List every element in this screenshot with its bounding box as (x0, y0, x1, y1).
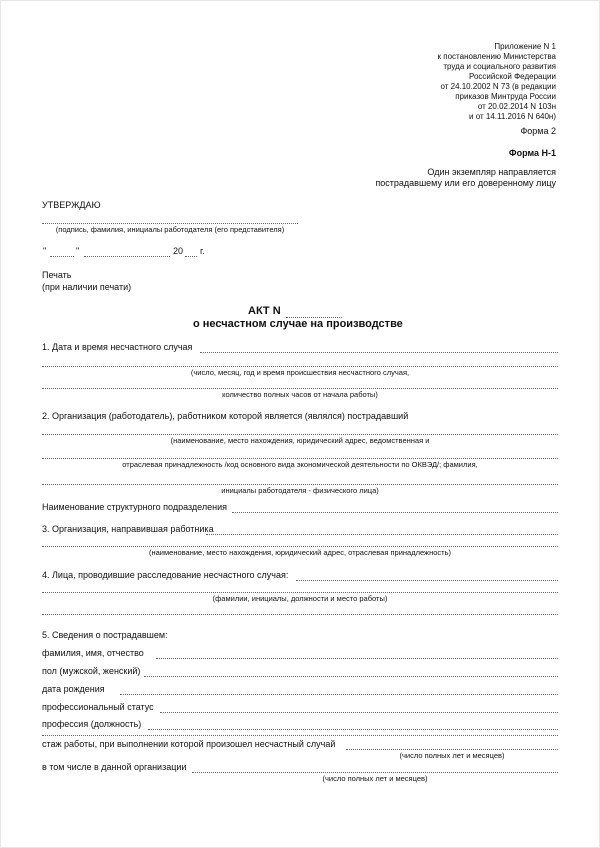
victim-experience-line[interactable] (346, 749, 558, 750)
victim-profession-label: профессия (должность) (42, 719, 142, 729)
appendix-line: труда и социального развития (443, 62, 556, 71)
section-3-line-a[interactable] (206, 534, 558, 535)
section-3-line-b[interactable] (42, 546, 558, 547)
approve-sign-line[interactable] (42, 223, 298, 224)
victim-experience-label: стаж работы, при выполнении которой произошел несчастный случай (42, 739, 336, 749)
section-1-line-b[interactable] (42, 366, 558, 367)
date-year-line[interactable] (185, 256, 197, 257)
date-quote-open: " (43, 246, 47, 256)
section-2-label: 2. Организация (работодатель), работником которой является (являлся) пострадавший (42, 411, 409, 421)
copy-note-line: пострадавшему или его доверенному лицу (375, 178, 556, 188)
section-4-label: 4. Лица, проводившие расследование несчастного случая: (42, 570, 289, 580)
victim-profession-line-b[interactable] (42, 735, 558, 736)
section-1-line-c[interactable] (42, 388, 558, 389)
appendix-line: к постановлению Министерства (437, 52, 556, 61)
date-day-line[interactable] (50, 256, 74, 257)
section-1-line-a[interactable] (200, 352, 558, 353)
victim-birth-label: дата рождения (42, 684, 105, 694)
section-1-hint-2: количество полных часов от начала работы) (222, 390, 378, 399)
section-1-label: 1. Дата и время несчастного случая (42, 342, 193, 352)
section-2-line-c[interactable] (42, 484, 558, 485)
appendix-line: Приложение N 1 (494, 42, 556, 51)
section-4-hint-1: (фамилии, инициалы, должности и место работы) (212, 594, 388, 603)
act-title: АКТ N (248, 305, 281, 317)
date-year-prefix: 20 (173, 246, 184, 256)
date-month-line[interactable] (84, 256, 170, 257)
section-2-hint-2: отраслевая принадлежность /код основного вида экономической деятельности по ОКВЭД/; фамилия, (122, 460, 478, 469)
date-quote-close: " (76, 246, 80, 256)
act-subtitle: о несчастном случае на производстве (193, 318, 403, 330)
section-5-label: 5. Сведения о пострадавшем: (42, 630, 168, 640)
victim-name-line[interactable] (156, 658, 558, 659)
stamp-label: Печать (42, 270, 72, 280)
section-2-line-a[interactable] (42, 434, 558, 435)
section-4-line-b[interactable] (42, 592, 558, 593)
appendix-line: и от 14.11.2016 N 640н) (469, 112, 556, 121)
approve-title: УТВЕРЖДАЮ (42, 200, 101, 210)
copy-note (375, 167, 556, 189)
victim-sex-line[interactable] (144, 676, 558, 677)
section-3-label: 3. Организация, направившая работника (42, 524, 214, 534)
stamp-hint: (при наличии печати) (42, 282, 132, 292)
section-4-line-a[interactable] (296, 580, 558, 581)
victim-birth-line[interactable] (120, 694, 558, 695)
section-3-hint-1: (наименование, место нахождения, юридический адрес, отраслевая принадлежность) (149, 548, 451, 557)
appendix-block (438, 42, 556, 122)
victim-sex-label: пол (мужской, женский) (42, 666, 141, 676)
appendix-line: от 24.10.2002 N 73 (в редакции (440, 82, 556, 91)
victim-status-line[interactable] (160, 712, 558, 713)
section-2-hint-1: (наименование, место нахождения, юридический адрес, ведомственная и (170, 436, 430, 445)
date-year-suffix: г. (200, 246, 205, 256)
approve-sign-hint: (подпись, фамилия, инициалы работодателя (его представителя) (55, 225, 285, 234)
appendix-line: от 20.02.2014 N 103н (477, 102, 556, 111)
victim-name-label: фамилия, имя, отчество (42, 648, 144, 658)
victim-org-experience-hint: (число полных лет и месяцев) (322, 774, 428, 783)
victim-experience-hint: (число полных лет и месяцев) (399, 751, 505, 760)
copy-note-line: Один экземпляр направляется (427, 167, 556, 177)
victim-org-experience-label: в том числе в данной организации (42, 762, 187, 772)
section-2-hint-3: инициалы работодателя - физического лица) (221, 486, 379, 495)
section-4-line-c[interactable] (42, 614, 558, 615)
victim-status-label: профессиональный статус (42, 702, 154, 712)
appendix-line: приказов Минтруда России (455, 92, 556, 101)
struct-unit-label: Наименование структурного подразделения (42, 502, 228, 512)
form-2-label: Форма 2 (520, 126, 556, 136)
form-n1-label: Форма Н-1 (508, 148, 556, 158)
appendix-line: Российской Федерации (469, 72, 556, 81)
struct-unit-line[interactable] (232, 512, 558, 513)
victim-profession-line-a[interactable] (148, 729, 558, 730)
section-2-line-b[interactable] (42, 458, 558, 459)
victim-org-experience-line[interactable] (192, 772, 558, 773)
section-1-hint-1: (число, месяц, год и время происшествия несчастного случая, (190, 368, 410, 377)
